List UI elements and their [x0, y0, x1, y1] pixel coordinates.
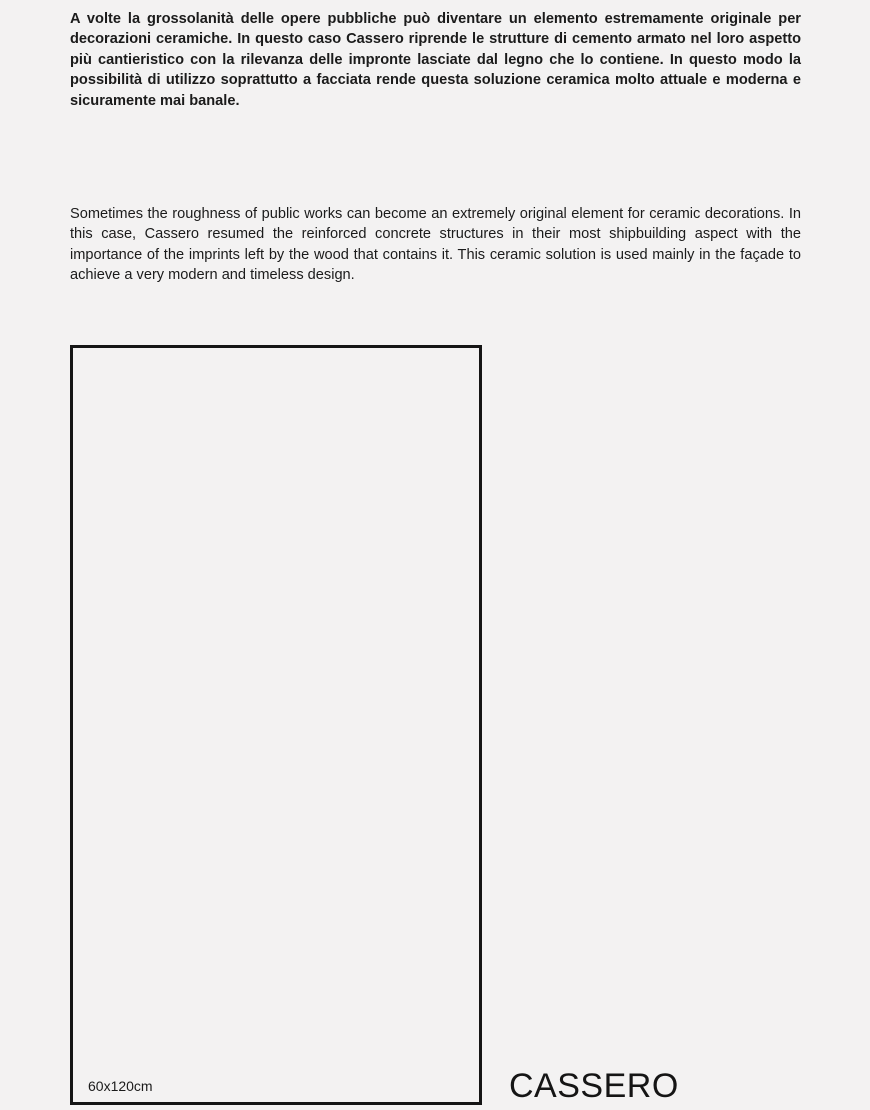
italian-description: A volte la grossolanità delle opere pubbliche può diventare un elemento estremamente originale per decorazioni ceramiche. In questo caso Cassero riprende le strutture di cemento armato nel loro aspetto più cantieristico con la rilevanza delle impronte lasciate dal legno che lo contiene. In questo modo la possibilità di utilizzo soprattutto a facciata rende questa soluzione ceramica molto attuale e moderna e sicuramente mai banale. — [70, 11, 801, 109]
tile-size-label: 60x120cm — [88, 1078, 153, 1094]
english-description: Sometimes the roughness of public works can become an extremely original element for ceramic decorations. In this case, Cassero resumed the reinforced concrete structures in their most shipbuilding aspect with the importance of the imprints left by the wood that contains it. This ceramic solution is used mainly in the façade to achieve a very modern and timeless design. — [70, 206, 801, 284]
tile-format-outline — [70, 345, 482, 1105]
product-name: CASSERO — [509, 1067, 679, 1105]
